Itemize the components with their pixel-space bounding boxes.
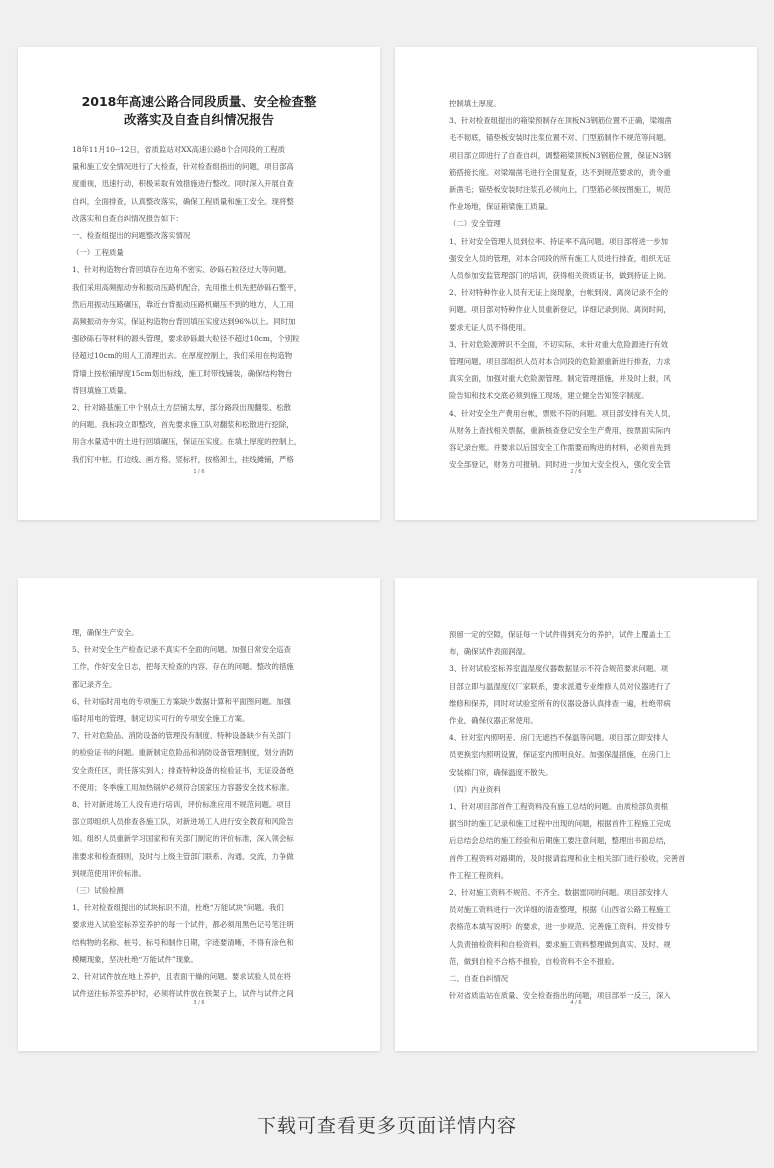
text-line: 人员参加安监管理部门的培训，获得相关资质证书，做到持证上岗。 [449,271,671,281]
document-title [72,93,326,129]
text-line: 从财务上查找相关票据，重新核查登记安全生产费用，按票面实际内 [449,425,671,435]
page-number: 3 / 6 [193,1000,205,1006]
title-line: 改落实及自查自纠情况报告 [123,112,274,127]
text-line: 首件工程资料对路期的，及时报请监理和业主相关部门进行验收，完善首 [449,853,686,863]
text-line: 一、检查组提出的问题整改落实情况 [72,231,191,241]
text-line: 要求进入试验室标养室养护的每一个试件，都必须用黑色记号笔注明 [72,920,294,930]
text-line: 度重视，迅速行动，积极采取有效措施进行整改。同时深入开展自查 [72,179,294,189]
text-line: 布，确保试件表面润湿。 [449,647,531,657]
text-line: 2、针对施工资料不规范、不齐全、数据雷同的问题。项目部安排人 [449,888,669,898]
text-line: （二）安全管理 [449,219,501,229]
text-line: 的检验证书的问题。重新制定危险品和消防设备管理制度，划分消防 [72,748,294,758]
text-line: 2、针对特种作业人员有无证上岗现象，台帐到岗、离岗记录不全的 [449,288,669,298]
text-line: 人负责抽检资料和自检资料，要求施工资料整理做到真实、及时、规 [449,939,671,949]
text-line: 8、针对新进场工人没有进行培训，评价标准应用不规范问题。项目 [72,800,292,810]
page-body [72,141,326,468]
document-page-1 [18,47,380,520]
text-line: 安全部登记，财务方可报销。同时进一步加大安全投入，强化安全管 [449,460,671,470]
text-line: 背回填施工质量。 [72,385,132,395]
text-line: 3、针对试验室标养室温湿度仪器数据显示不符合规范要求问题。项 [449,664,669,674]
document-page-2 [395,47,757,520]
text-line: 18年11月10--12日，省质监站对XX高速公路8个合同段的工程质 [72,145,286,154]
text-line: 4、针对安全生产费用台帐，票账不符的问题。项目部安排有关人员， [449,408,676,418]
page-number: 1 / 6 [193,469,205,475]
text-line: 要求无证人员不得使用。 [449,322,531,332]
text-line: 范，做到自检不合格不报验，自检资料不全不报验。 [449,956,619,966]
text-line: 后总结会总结的施工经验和后期施工要注意问题，整理出书面总结， [449,836,671,846]
text-line: 1、针对安全管理人员到位率、持证率不高问题。项目部将进一步加 [449,236,669,246]
title-line: 2018年高速公路合同段质量、安全检查整 [81,94,317,109]
text-line: （三）试验检测 [72,886,124,896]
text-line: 的问题。我标段立即整改，首先要求施工队对翻浆和松散进行挖除， [72,420,294,430]
text-line: 结构物的名称、桩号、标号和制作日期，字迹要清晰，不得有涂色和 [72,937,294,947]
text-line: 2、针对路基施工中个别点土方层铺太厚，部分路段出现翻浆、松散 [72,403,292,413]
text-line: 6、针对临时用电的专项施工方案缺少数据计算和平面图问题。加强 [72,696,292,706]
text-line: 知。组织人员重新学习国家和有关部门制定的评价标准，深入领会标 [72,834,294,844]
text-line: 径超过10cm的用人工清理出去。在厚度控制上，我们采用在构造物 [72,351,293,361]
text-line: 3、针对危险源辨识不全面，不切实际，未针对重大危险源进行有效 [449,339,669,349]
text-line: 高频振动夯夯实，保证构造物台背回填压实度达到96%以上。同时加 [72,317,296,327]
text-line: 都记录齐全。 [72,679,117,689]
page-number: 2 / 6 [570,469,582,475]
text-line: 真实全面，加强对重大危险源管理。制定管理措施，并及时上报，风 [449,374,671,384]
page-body [449,95,703,473]
text-line: 3、针对检查组提出的箱梁预制存在顶板N3钢筋位置不正确，梁端凿 [449,116,672,126]
text-line: 件工程工程资料。 [449,870,509,880]
text-line: 5、针对安全生产检查记录不真实不全面的问题。加强日常安全巡查 [72,645,292,655]
text-line: 4、针对室内照明差、房门无遮挡不保温等问题。项目部立即安排人 [449,733,669,743]
text-line: 2、针对试件放在地上养护，且表面干燥的问题。要求试验人员在将 [72,972,292,982]
text-line: 新凿毛；锚垫板安装时注浆孔必须向上，门型筋必须按图施工，规范 [449,185,671,195]
text-line: 7、针对危险品、消防设备的管理没有制度、特种设备缺少有关部门 [72,731,292,741]
text-line: 用含水量适中的土进行回填碾压，保证压实度。在填土厚度的控制上， [72,437,302,447]
page-body [72,624,326,1002]
text-line: 问题。项目部对特种作业人员重新登记，详细记录到岗、离岗时间， [449,305,671,315]
text-line: 筋搭接长度。对梁端凿毛进行全面复查，达不到规范要求的，责令重 [449,167,671,177]
text-line: 自纠，全面排查，认真整改落实，确保工程质量和施工安全。现将整 [72,196,294,206]
text-line: 理，确保生产安全。 [72,628,139,637]
text-line: 模糊现象，坚决杜绝“万能试件”现象。 [72,954,198,964]
page-number: 4 / 6 [570,1000,582,1006]
page-body [449,626,703,1004]
text-line: 毛不彻底，锚垫板安装时注浆位置不对、门型筋制作不规范等问题。 [449,133,671,143]
text-line: 据当时的施工记录和施工过程中出现的问题，根据首件工程施工完成 [449,819,671,829]
text-line: 安装棉门帘，确保温度不散失。 [449,767,553,777]
text-line: 管理问题。项目部组织人员对本合同段的危险源重新进行排查，力求 [449,357,671,367]
text-line: 二、自查自纠情况 [449,974,509,984]
text-line: 1、针对构造物台背回填存在边角不密实、砂砾石粒径过大等问题。 [72,265,292,275]
text-line: 1、针对项目部首件工程资料没有施工总结的问题。由质检部负责根 [449,802,669,812]
text-line: 1、针对检查组提出的试块标识不清，杜绝“万能试块”问题。我们 [72,903,284,913]
text-line: 预留一定的空隙，保证每一个试件得到充分的养护，试件上覆盖土工 [449,630,671,639]
text-line: 部立即组织人员排查各施工队，对新进场工人进行安全教育和风险告 [72,817,294,827]
text-line: 准要求和检查细则，及时与上级主管部门联系、沟通、交流，力争做 [72,851,294,861]
text-line: 到规范使用评价标准。 [72,868,146,878]
text-line: 容记录台账。并要求以后国安全工作需要而购进的材料，必须首先到 [449,443,671,453]
text-line: 然后用振动压路碾压，靠近台背振动压路机碾压不到的地方，人工用 [72,299,294,309]
text-line: 目部立即与温湿度仪厂家联系，要求派遣专业维修人员对仪器进行了 [449,681,671,691]
text-line: 表格范本填写说明》的要求，进一步规范、完善施工资料。并安排专 [449,922,671,932]
text-line: 我们采用高频振动夯和振动压路机配合，先用推土机先把砂砾石整平， [72,282,302,292]
text-line: 险告知和技术交底必须到施工现场，建立健全告知签字制度。 [449,391,649,401]
text-line: 作业，确保仪器正常使用。 [449,716,538,726]
text-line: 安全责任区，责任落实到人；排查特种设备的检验证书，无证设备绝 [72,765,294,775]
text-line: 员更换室内照明设置，保证室内照明良好。加强保温措施，在房门上 [449,750,671,760]
text-line: 量和施工安全情况进行了大检查，针对检查组指出的问题，项目部高 [72,162,294,172]
text-line: 作业场地，保证箱梁施工质量。 [449,202,553,212]
text-line: 改落实和自查自纠情况报告如下： [72,213,183,223]
document-page-3 [18,578,380,1051]
text-line: 员对施工资料进行一次详细的清查整理，根据《山西省公路工程施工 [449,905,671,915]
text-line: 不使用；冬季施工用加热锅炉必须符合国家压力容器安全技术标准。 [72,782,294,792]
text-line: 背墙上按松铺厚度15cm划出标线，施工时带线铺装，确保结构物台 [72,368,293,378]
text-line: （四）内业资料 [449,784,501,794]
text-line: 项目部立即进行了自查自纠，调整箱梁顶板N3钢筋位置，保证N3钢 [449,150,671,160]
download-more-link[interactable]: 下载可查看更多页面详情内容 [256,1115,517,1137]
text-line: 维修和保养，同时对试验室所有的仪器设备认真排查一遍，杜绝带病 [449,698,671,708]
text-line: 强砂砾石等材料的源头管理，要求砂砾最大粒径不超过10cm，个别粒 [72,334,300,344]
text-line: （一）工程质量 [72,248,124,258]
text-line: 我们钉中桩、打边线、画方格、竖标杆，按格卸土，挂线摊铺，严格 [72,454,294,464]
document-page-4 [395,578,757,1051]
text-line: 控制填土厚度。 [449,99,501,108]
text-line: 试件送往标养室养护时，必须将试件放在铁架子上，试件与试件之间 [72,989,294,999]
text-line: 临时用电的管理，制定切实可行的专项安全施工方案。 [72,714,250,724]
text-line: 工作，作好安全日志，把每天检查的内容、存在的问题、整改的措施 [72,662,294,672]
text-line: 强安全人员的管理，对本合同段的所有施工人员进行排查，组织无证 [449,253,671,263]
text-line: 针对省质监站在质量、安全检查指出的问题，项目部举一反三，深入 [449,991,671,1001]
